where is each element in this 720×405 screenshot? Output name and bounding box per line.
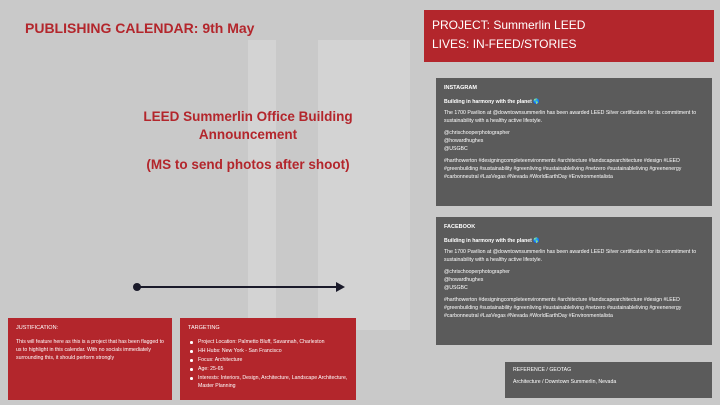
list-item: Age: 25-65 bbox=[188, 365, 348, 373]
announcement-note: (MS to send photos after shoot) bbox=[146, 157, 350, 172]
facebook-heading bbox=[444, 237, 704, 245]
announcement bbox=[118, 108, 378, 174]
globe-icon: 🌎 bbox=[533, 99, 540, 105]
instagram-label: INSTAGRAM bbox=[444, 85, 477, 91]
reference-geotag bbox=[505, 362, 712, 398]
list-item: Interests: Interiors, Design, Architecture, Landscape Architecture, Master Planning bbox=[188, 374, 348, 390]
timeline-line bbox=[137, 286, 337, 288]
facebook-heading-text: Building in harmony with the planet bbox=[444, 238, 532, 244]
facebook-handles bbox=[444, 268, 704, 292]
reference-label: REFERENCE / GEOTAG bbox=[513, 367, 572, 373]
instagram-heading-text: Building in harmony with the planet bbox=[444, 99, 532, 105]
reference-value: Architecture / Downtown Summerlin, Nevada bbox=[513, 379, 617, 385]
instagram-body: The 1700 Pavilion at @downtownsummerlin has been awarded LEED Silver certification for its commitment to sustainability with a healthy active lifestyle. bbox=[444, 110, 697, 124]
globe-icon: 🌎 bbox=[533, 238, 540, 244]
targeting-box bbox=[180, 318, 356, 400]
project-header bbox=[424, 10, 714, 62]
facebook-hashtags: #harthowerton #designingcompleteenvironments #architecture #landscapearchitecture #design #LEED #greenbuilding #sustainability #greenliving #sustainableliving #netzero #sustainableliving #greenenergy #carbonneutral #LasVegas #Nevada #WorldEarthDay #Environmentalista bbox=[444, 297, 682, 319]
handle: @chrischooperphotographer bbox=[444, 130, 510, 136]
arrow-head-icon bbox=[336, 282, 345, 292]
justification-label: JUSTIFICATION: bbox=[16, 325, 59, 331]
handle: @USGBC bbox=[444, 285, 468, 291]
targeting-label: TARGETING bbox=[188, 325, 220, 331]
project-title: PROJECT: Summerlin LEED bbox=[432, 18, 586, 32]
facebook-label: FACEBOOK bbox=[444, 224, 476, 230]
targeting-list bbox=[188, 338, 348, 390]
list-item: HH Hubs: New York - San Francisco bbox=[188, 347, 348, 355]
list-item: Project Location: Palmetto Bluff, Savannah, Charleston bbox=[188, 338, 348, 346]
page-title: PUBLISHING CALENDAR: 9th May bbox=[25, 20, 255, 36]
instagram-handles bbox=[444, 129, 704, 153]
justification-text: This will feature here as this is a project that has been flagged to us to highlight in this calendar. With no socials immediately surrounding this, it should perform strongly bbox=[16, 339, 164, 361]
handle: @USGBC bbox=[444, 146, 468, 152]
justification-box bbox=[8, 318, 172, 400]
list-item: Focus: Architecture bbox=[188, 356, 348, 364]
project-lives: LIVES: IN-FEED/STORIES bbox=[432, 37, 577, 51]
handle: @howardhughes bbox=[444, 138, 484, 144]
facebook-body: The 1700 Pavilion at @downtownsummerlin has been awarded LEED Silver certification for its commitment to sustainability with a healthy active lifestyle. bbox=[444, 249, 697, 263]
handle: @chrischooperphotographer bbox=[444, 269, 510, 275]
instagram-hashtags: #harthowerton #designingcompleteenvironments #architecture #landscapearchitecture #design #LEED #greenbuilding #sustainability #greenliving #sustainableliving #netzero #sustainableliving #greenenergy #carbonneutral #LasVegas #Nevada #WorldEarthDay #Environmentalista bbox=[444, 158, 682, 180]
timeline-arrow bbox=[133, 280, 345, 294]
facebook-post bbox=[436, 217, 712, 345]
announcement-title: LEED Summerlin Office Building Announcement bbox=[143, 109, 353, 142]
handle: @howardhughes bbox=[444, 277, 484, 283]
instagram-post bbox=[436, 78, 712, 206]
instagram-heading bbox=[444, 98, 704, 106]
